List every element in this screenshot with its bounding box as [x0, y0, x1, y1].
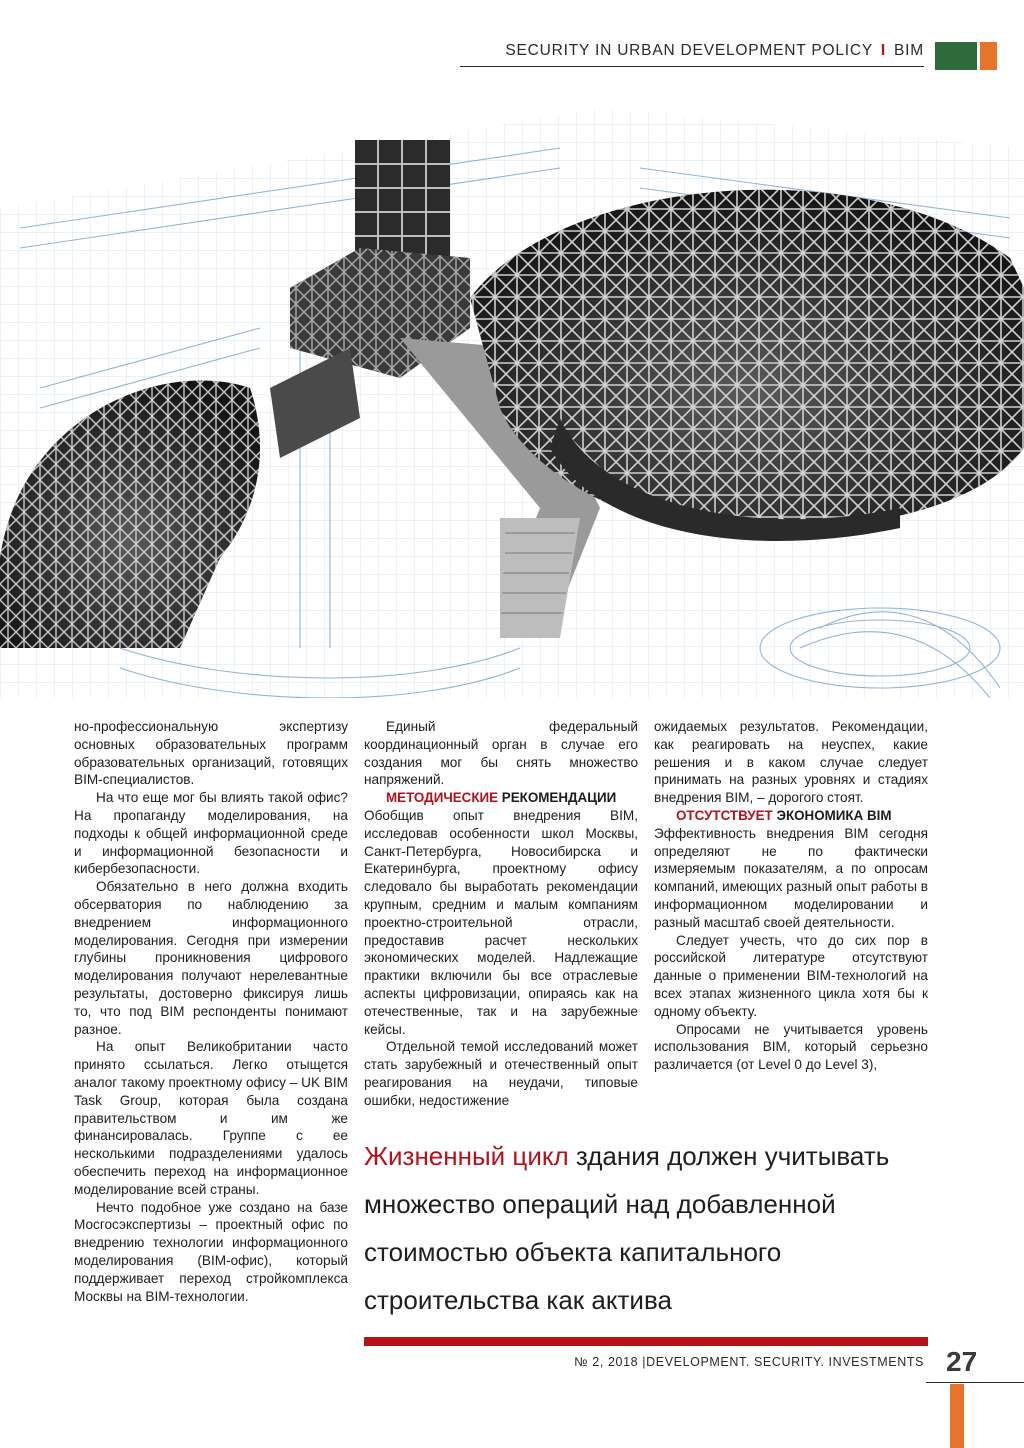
footer-rule	[926, 1382, 1024, 1383]
pull-quote-line-2: множество операций над добавленной	[364, 1189, 836, 1219]
header-separator: I	[880, 42, 886, 59]
text-column-1	[74, 718, 348, 1305]
footer-separator: |	[642, 1355, 647, 1369]
header-orange-block	[980, 42, 997, 70]
header-rule	[460, 66, 924, 67]
paragraph: На опыт Великобритании часто принято ссылаться. Легко отыщется аналог такому проектному офису – UK BIM Task Group, которая была создана правительством и им же финансировалась. Группе с ее несколькими подразделениями удалось обеспечить переход на информационное моделирование всей страны.	[74, 1039, 348, 1197]
pull-quote-line-1-rest: здания должен учитывать	[568, 1141, 890, 1171]
pull-quote-highlight: Жизненный цикл	[364, 1141, 569, 1171]
subheading-rest: ЭКОНОМИКА BIM	[772, 807, 892, 823]
paragraph: Отдельной темой исследований может стать зарубежный и отечественный опыт реагирования на неудачи, типовые ошибки, недостижение	[364, 1039, 638, 1108]
header-topic: BIM	[894, 42, 924, 59]
header-green-block	[935, 42, 977, 70]
subheading-accent: ОТСУТСТВУЕТ	[676, 807, 773, 823]
paragraph: ожидаемых результатов. Рекомендации, как реагировать на неуспех, какие решения и в каком случае следует принимать на разных уровнях и стадиях внедрения BIM, – дорогого стоят.	[654, 719, 928, 806]
subheading-bim-economics	[654, 807, 928, 825]
paragraph: Обобщив опыт внедрения BIM, исследовав особенности школ Москвы, Санкт-Петербурга, Новосибирска и Екатеринбурга, проектному офису следовало бы выработать рекомендации крупным, средним и малым компаниям проектно-строительной отрасли, предоставив расчет нескольких экономических моделей. Надлежащие практики включили бы все отраслевые аспекты цифровизации, опираясь как на отечественные, так и на зарубежные кейсы.	[364, 807, 638, 1037]
paragraph: Эффективность внедрения BIM сегодня определяют не по фактически измеряемым показателям, а по опросам компаний, имеющих разный опыт работы в информационном моделировании и разный масштаб своей деятельности.	[654, 825, 928, 930]
pull-quote-line-1	[364, 1132, 928, 1180]
paragraph: Обязательно в него должна входить обсерватория по наблюдению за внедрением информационного моделирования. Сегодня при измерении глубины проникновения цифрового моделирования получают нерелевантные результаты, достоверно фиксируя лишь то, что под BIM респонденты понимают разное.	[74, 879, 348, 1037]
footer-orange-block	[950, 1384, 964, 1448]
page-number: 27	[946, 1346, 978, 1377]
footer-issue: № 2, 2018	[574, 1355, 639, 1369]
running-footer	[574, 1355, 924, 1369]
footer-magazine: DEVELOPMENT. SECURITY. INVESTMENTS	[646, 1355, 924, 1369]
pull-quote-line-4: строительства как актива	[364, 1285, 672, 1315]
text-column-3	[654, 718, 928, 1074]
running-header	[505, 42, 924, 60]
paragraph: Следует учесть, что до сих пор в российской литературе отсутствуют данные о применении BIM-технологий на всех этапах жизненного цикла хотя бы к одному объекту.	[654, 932, 928, 1019]
pull-quote	[364, 1132, 928, 1324]
paragraph: Нечто подобное уже создано на базе Мосгосэкспертизы – проектный офис по внедрению технологии информационного моделирования (BIM-офис), который поддерживает переход стройкомплекса Москвы на BIM-технологии.	[74, 1199, 348, 1304]
text-column-2	[364, 718, 638, 1110]
subheading-accent: МЕТОДИЧЕСКИЕ	[386, 790, 499, 806]
architectural-bim-model-illustration	[0, 88, 1024, 698]
subheading-rest: РЕКОМЕНДАЦИИ	[498, 790, 617, 806]
paragraph: Опросами не учитывается уровень использования BIM, который серьезно различается (от Level 0 до Level 3),	[654, 1021, 928, 1073]
pull-quote-line-3: стоимостью объекта капитального	[364, 1237, 782, 1267]
subheading-methodical-recommendations	[364, 789, 638, 807]
paragraph: но-профессиональную экспертизу основных образовательных программ образовательных организаций, готовящих BIM-специалистов.	[74, 719, 348, 788]
header-section: SECURITY IN URBAN DEVELOPMENT POLICY	[505, 42, 873, 59]
paragraph: На что еще мог бы влиять такой офис? На пропаганду моделирования, на подходы к общей информационной среде и информационной безопасности и кибербезопасности.	[74, 790, 348, 877]
paragraph: Единый федеральный координационный орган в случае его создания мог бы снять множество напряжений.	[364, 719, 638, 788]
pull-quote-rule	[364, 1337, 928, 1346]
